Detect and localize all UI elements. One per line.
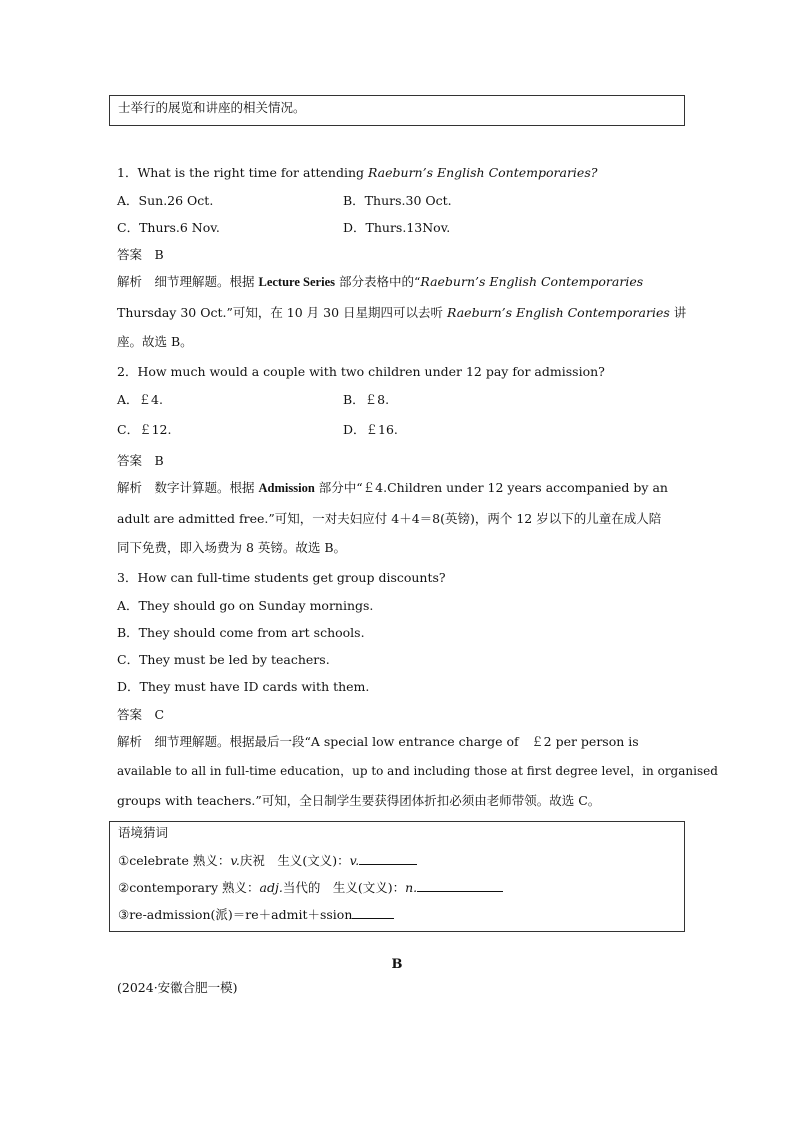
vocab-item-2-pos2: n. (405, 880, 418, 895)
intro-note-text: 士举行的展览和讲座的相关情况。 (118, 100, 306, 115)
vocab-box (109, 821, 685, 932)
question-1-text: 1．What is the right time for attending (117, 165, 368, 180)
vocab-item-2-blank[interactable] (417, 879, 503, 892)
q2-analysis-label: 解析 数字计算题。根据 (117, 480, 255, 495)
q2-answer: 答案 B (117, 453, 164, 468)
q3-option-b: B．They should come from art schools. (117, 625, 365, 640)
question-2: 2．How much would a couple with two children under 12 pay for admission? (117, 364, 605, 379)
vocab-item-1 (118, 852, 417, 869)
question-1-title: Raeburn’s English Contemporaries? (367, 165, 598, 180)
q2-option-b: B．￡8. (343, 392, 390, 407)
vocab-item-3 (118, 906, 394, 923)
vocab-item-3-blank[interactable] (352, 906, 394, 919)
q3-option-a: A．They should go on Sunday mornings. (117, 598, 374, 613)
section-title: B (391, 957, 403, 972)
vocab-item-2 (118, 879, 503, 896)
question-3: 3．How can full-time students get group discounts? (117, 570, 446, 585)
q2-analysis-line-2: adult are admitted free.”可知，一对夫妇应付 4＋4＝8(英镑)，两个 12 岁以下的儿童在成人陪 (117, 511, 662, 526)
q1-analysis-line2-b: 讲 (669, 305, 687, 320)
question-1 (117, 165, 597, 181)
q2-option-a: A．￡4. (117, 392, 163, 407)
q3-option-d: D．They must have ID cards with them. (117, 679, 370, 694)
q1-analysis-line-2 (117, 305, 686, 321)
vocab-item-1-pos2: v. (349, 853, 360, 868)
q3-analysis-line-3: groups with teachers.”可知，全日制学生要获得团体折扣必须由老师带领。故选 C。 (117, 793, 601, 808)
q1-option-c: C．Thurs.6 Nov. (117, 220, 220, 235)
q1-analysis-line2-a: Thursday 30 Oct.”可知，在 10 月 30 日星期四可以去听 (117, 305, 448, 320)
vocab-item-2-pos: adj. (259, 880, 283, 895)
q1-analysis-mid: 部分表格中的“ (338, 274, 421, 289)
q1-analysis-line-1 (117, 274, 643, 290)
q3-analysis-line-2: available to all in full-time education，up to and including those at first degree level，in organised (117, 764, 718, 778)
q3-answer: 答案 C (117, 707, 165, 722)
q1-option-b: B．Thurs.30 Oct. (343, 193, 452, 208)
q2-option-c: C．￡12. (117, 422, 172, 437)
q1-analysis-label: 解析 细节理解题。根据 (117, 274, 255, 289)
q3-analysis-line-1: 解析 细节理解题。根据最后一段“A special low entrance charge of ￡2 per person is (117, 734, 639, 749)
q1-analysis-italic2: Raeburn’s English Contemporaries (447, 305, 670, 320)
q2-analysis-line-3: 同下免费，即入场费为 8 英镑。故选 B。 (117, 540, 347, 555)
vocab-item-2-b: 当代的 生义(文义)： (282, 880, 406, 895)
vocab-box-title: 语境猜词 (118, 825, 169, 840)
vocab-item-1-a: ①celebrate 熟义： (118, 853, 231, 868)
q1-analysis-italic: Raeburn’s English Contemporaries (420, 274, 644, 289)
q1-answer: 答案 B (117, 247, 164, 262)
q1-option-d: D．Thurs.13Nov. (343, 220, 451, 235)
section-source: (2024·安徽合肥一模) (117, 980, 238, 995)
vocab-item-3-text: ③re-admission(派)＝re＋admit＋ssion (118, 907, 353, 922)
vocab-item-1-b: 庆祝 生义(文义)： (239, 853, 350, 868)
q1-analysis-line-3: 座。故选 B。 (117, 334, 193, 349)
q3-option-c: C．They must be led by teachers. (117, 652, 330, 667)
q1-option-a: A．Sun.26 Oct. (117, 193, 214, 208)
intro-note-box (109, 95, 685, 126)
q1-analysis-bold: Lecture Series (258, 275, 335, 289)
q2-analysis-line-1 (117, 480, 668, 496)
vocab-item-1-pos: v. (230, 853, 240, 868)
q2-analysis-bold: Admission (258, 481, 315, 495)
q2-option-d: D．￡16. (343, 422, 398, 437)
vocab-item-1-blank[interactable] (359, 852, 417, 865)
vocab-item-2-a: ②contemporary 熟义： (118, 880, 260, 895)
q2-analysis-line1-rest: 部分中“￡4.Children under 12 years accompanied by an (318, 480, 668, 495)
